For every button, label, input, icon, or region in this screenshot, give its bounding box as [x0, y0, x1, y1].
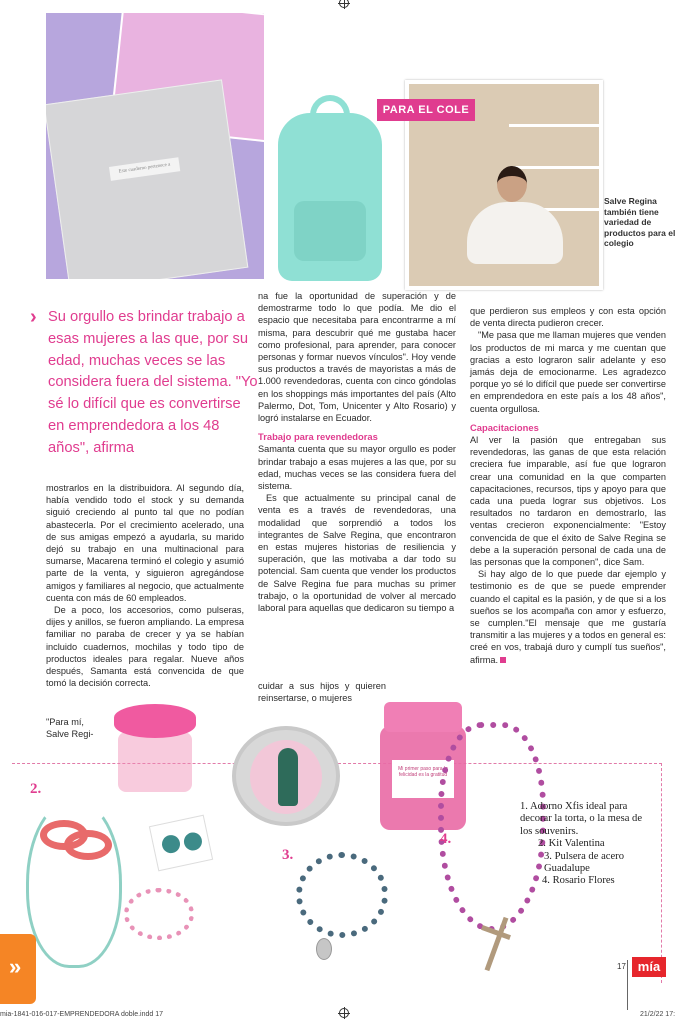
- print-slug: mia-1841-016-017-EMPRENDEDORA doble.indd 17: [0, 1011, 164, 1018]
- virgin-figure: [278, 748, 298, 806]
- paragraph: mostrarlos en la distribuidora. Al segundo día, había vendido todo el stock y su demanda siguió creciendo al punto tal que no podían abastecerla. Por el crecimiento acelerado, una de sus amigas empezó a ayudarla, su marido dejó su trabajo en una multinacional para sumarse, Macarena terminó el colegio y asumió parte de la venta, y siguieron agregándose amigos y familiares al negocio, que actualmente cuenta con más de 60 empleados.: [46, 483, 244, 603]
- paragraph-text: Si hay algo de lo que puede dar ejemplo y testimonio es de que se puede emprender cuando el capital es la pasión, y de que si a los sueños se los acompaña con amor y esfuerzo, se cumplen."El mensaje que me gustaría transmitir a las mujeres y a todos en general es: creé en vos, trabajá duro y cumplí tus sueños", afirma.: [470, 569, 666, 665]
- legend-item: 2. Kit Valentina: [538, 838, 605, 850]
- woman-body: [467, 202, 563, 264]
- paragraph: "Me pasa que me llaman mujeres que venden los productos de mi marca y me cuentan que gracias a esto lograron salir adelante y eso jamás deja de emocionarme. Les agradezco porque yo sé lo difícil que puede ser convertirse en emprendedora en este país a los 48 años", cuenta orgullosa.: [470, 330, 666, 414]
- woman-head: [497, 166, 527, 202]
- print-date: 21/2/22 17:: [640, 1011, 676, 1018]
- jar-body: [118, 732, 192, 792]
- photo-caption: Salve Regina también tiene variedad de productos para el colegio: [604, 196, 676, 248]
- earring: [160, 833, 181, 854]
- page-number: 17: [617, 962, 626, 971]
- product-number-4: 4.: [440, 831, 452, 847]
- article-column-3: [470, 305, 666, 666]
- article-column-1: [46, 482, 244, 689]
- pink-bead-bracelets: [124, 888, 194, 940]
- paragraph: De a poco, los accesorios, como pulseras, dijes y anillos, se fueron ampliando. La empresa familiar no paraba de crecer y ya se habían incluido cuadernos, mochilas y todo tipo de productos ideales para regalar. Nueve años después, Samanta está convencida de que tomó la decisión correcta.: [46, 605, 244, 689]
- jar-label: Mi primer paso para la felicidad es la gratitud: [392, 760, 454, 798]
- shelf: [509, 124, 599, 127]
- notebooks-photo: [46, 13, 264, 279]
- product-number-3: 3.: [282, 847, 294, 863]
- jar-lid: [114, 704, 196, 738]
- tin-lid-art: [250, 740, 322, 814]
- section-heading: Capacitaciones: [470, 421, 539, 433]
- steel-bracelet: [296, 852, 388, 938]
- paragraph: [470, 568, 666, 666]
- chevron-right-icon: ›: [30, 306, 37, 328]
- column-2-tail: cuidar a sus hijos y quieren reinsertarse, o mujeres: [258, 681, 386, 704]
- para-el-cole-tag: PARA EL COLE: [377, 99, 475, 121]
- shelf: [509, 166, 599, 169]
- column-1-tail: "Para mí, Salve Regi-: [46, 717, 94, 740]
- jar-lid: [384, 702, 462, 732]
- backpack-photo: [272, 95, 390, 293]
- paragraph: Samanta cuenta que su mayor orgullo es poder brindar trabajo a esas mujeres a las que, por su edad, muchas veces se las considera fuera del sistema.: [258, 444, 456, 492]
- end-mark-icon: [500, 657, 506, 663]
- paragraph: que perdieron sus empleos y con esta opción de venta directa pudieron crecer.: [470, 306, 666, 329]
- products-legend: [520, 801, 650, 888]
- registration-mark-top: [339, 0, 349, 8]
- ornament-jar: [112, 704, 198, 792]
- product-number-2: 2.: [30, 781, 42, 797]
- bracelet: [64, 830, 112, 860]
- legend-item: 1. Adorno Xfis ideal para decorar la torta, o la mesa de los souvenirs.: [520, 801, 643, 837]
- mia-logo: mía: [632, 957, 666, 977]
- double-chevron-right-icon: »: [9, 954, 22, 979]
- section-heading: Trabajo para revendedoras: [258, 431, 378, 443]
- pull-quote-text: Su orgullo es brindar trabajo a esas mujeres a las que, por su edad, muchas veces se las considera fuera del sistema. "Yo sé lo difícil que es convertirse en emprendedora a los 48 años", afirma: [48, 309, 258, 456]
- next-page-tab[interactable]: [0, 934, 36, 1004]
- legend-item: 4. Rosario Flores: [542, 875, 615, 887]
- gray-notebook: [46, 79, 248, 279]
- legend-item: 3. Pulsera de acero Guadalupe: [544, 850, 625, 875]
- notebook-label: Este cuaderno pertenece a: [109, 157, 180, 181]
- earring: [182, 831, 203, 852]
- article-column-2: [258, 290, 456, 614]
- guadalupe-tin: [232, 726, 340, 826]
- registration-mark-bottom: [339, 1008, 349, 1018]
- paragraph: Al ver la pasión que entregaban sus revendedoras, las ganas de que esta relación creciera fue imparable, así fue que lograron crear una comunidad en la que comparten capacitaciones, recursos, tips y apoyo para que cada una pueda lograr sus objetivos. Los resultados no tardaron en demostrarlo, las ventas crecieron exponencialmente: "Estoy convencida de que el éxito de Salve Regina se debe a la superación personal de cada una de las personas que la componen", dice Sam.: [470, 435, 666, 568]
- crop-line: [627, 960, 628, 1010]
- medal-charm: [316, 938, 332, 960]
- paragraph: na fue la oportunidad de superación y de demostrarme todo lo que podía. Me dio el espacio que necesitaba para encontrarme a mí misma, para descubrir qué me gustaba hacer como profesional, para aprender, para conocer personas y formar nuevos vínculos". Hoy vende sus productos a través de mayoristas a más de 1.000 revendedoras, cuenta con cinco góndolas en los shoppings más importantes del país (Alto Palermo, Dot, Tom, Unicenter y Alto Rosario) y logró instalarse en Ecuador.: [258, 291, 456, 424]
- paragraph: Es que actualmente su principal canal de venta es a través de revendedoras, una modalidad que sorprendió a todos los integrantes de Salve Regina, que encontraron en estas mujeres historias de resiliencia y superación, que las motivaba a dar todo su potencial. Sam cuenta que vender los productos de Salve Regina fue para muchas su primer trabajo, o la oportunidad de volver al mercado laboral para aquellas que dedicaron su tiempo a: [258, 493, 456, 614]
- backpack-pocket: [294, 201, 366, 261]
- pull-quote: [30, 307, 260, 460]
